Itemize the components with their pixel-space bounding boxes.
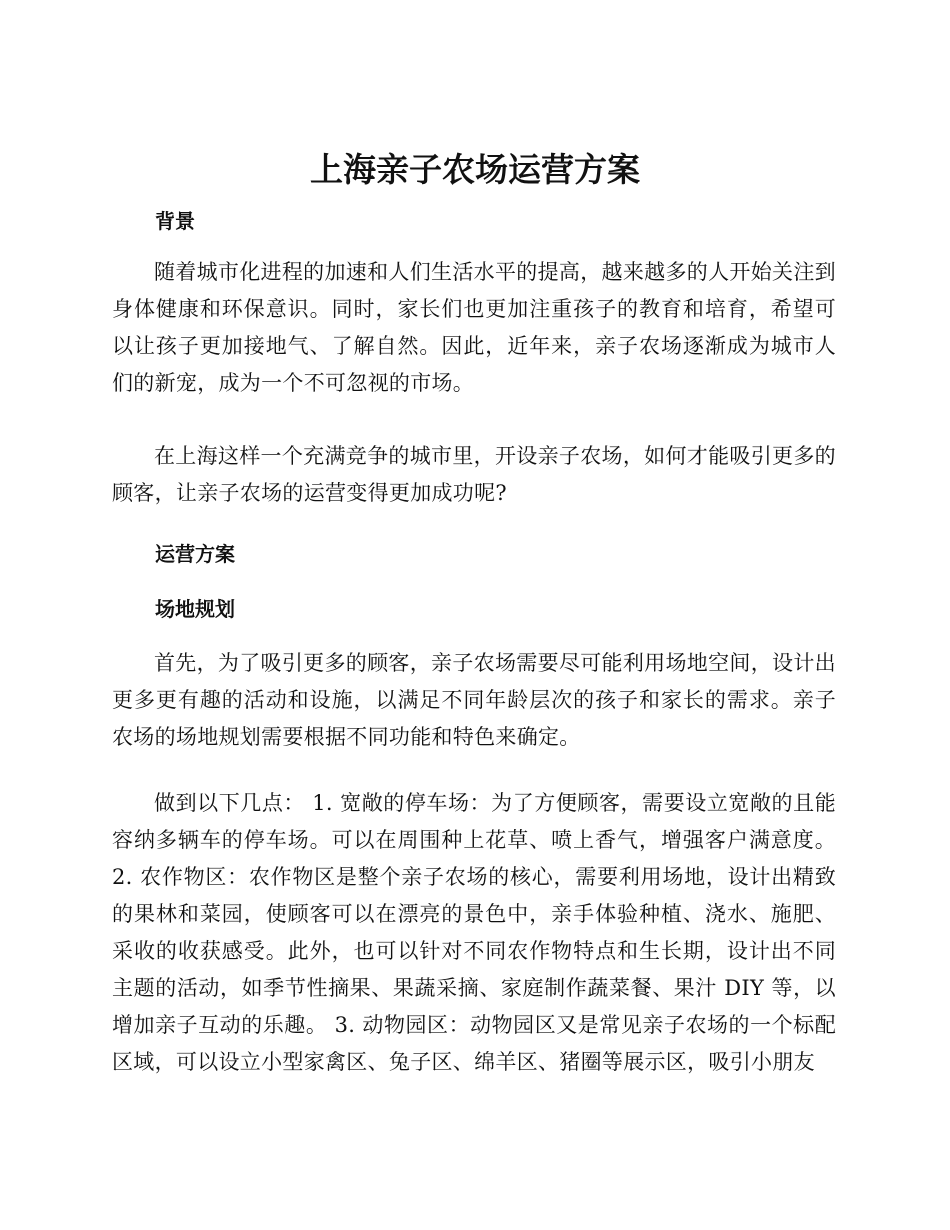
heading-background: 背景 [155,209,195,233]
heading-site-planning: 场地规划 [155,597,235,621]
document-title: 上海亲子农场运营方案 [310,150,640,189]
paragraph-background-2: 在上海这样一个充满竞争的城市里，开设亲子农场，如何才能吸引更多的顾客，让亲子农场的运营变得更加成功呢? [112,444,836,505]
paragraph-site-1: 首先，为了吸引更多的顾客，亲子农场需要尽可能利用场地空间，设计出更多更有趣的活动和设施，以满足不同年龄层次的孩子和家长的需求。亲子农场的场地规划需要根据不同功能和特色来确定。 [112,651,836,749]
heading-operation-plan: 运营方案 [155,542,235,566]
paragraph-background-1: 随着城市化进程的加速和人们生活水平的提高，越来越多的人开始关注到身体健康和环保意识。同时，家长们也更加注重孩子的教育和培育，希望可以让孩子更加接地气、了解自然。因此，近年来，亲子农场逐渐成为城市人们的新宠，成为一个不可忽视的市场。 [112,260,836,395]
paragraph-site-2: 做到以下几点： 1. 宽敞的停车场：为了方便顾客，需要设立宽敞的且能容纳多辆车的停车场。可以在周围种上花草、喷上香气，增强客户满意度。 2. 农作物区：农作物区是整个亲子农场的核心，需要利用场地，设计出精致的果林和菜园，使顾客可以在漂亮的景色中，亲手体验种植、浇水、施肥、采收的收获感受。此外，也可以针对不同农作物特点和生长期，设计出不同主题的活动，如季节性摘果、果蔬采摘、家庭制作蔬菜餐、果汁 DIY 等，以增加亲子互动的乐趣。 3. 动物园区：动物园区又是常见亲子农场的一个标配区域，可以设立小型家禽区、兔子区、绵羊区、猪圈等展示区，吸引小朋友 [112,791,836,1074]
